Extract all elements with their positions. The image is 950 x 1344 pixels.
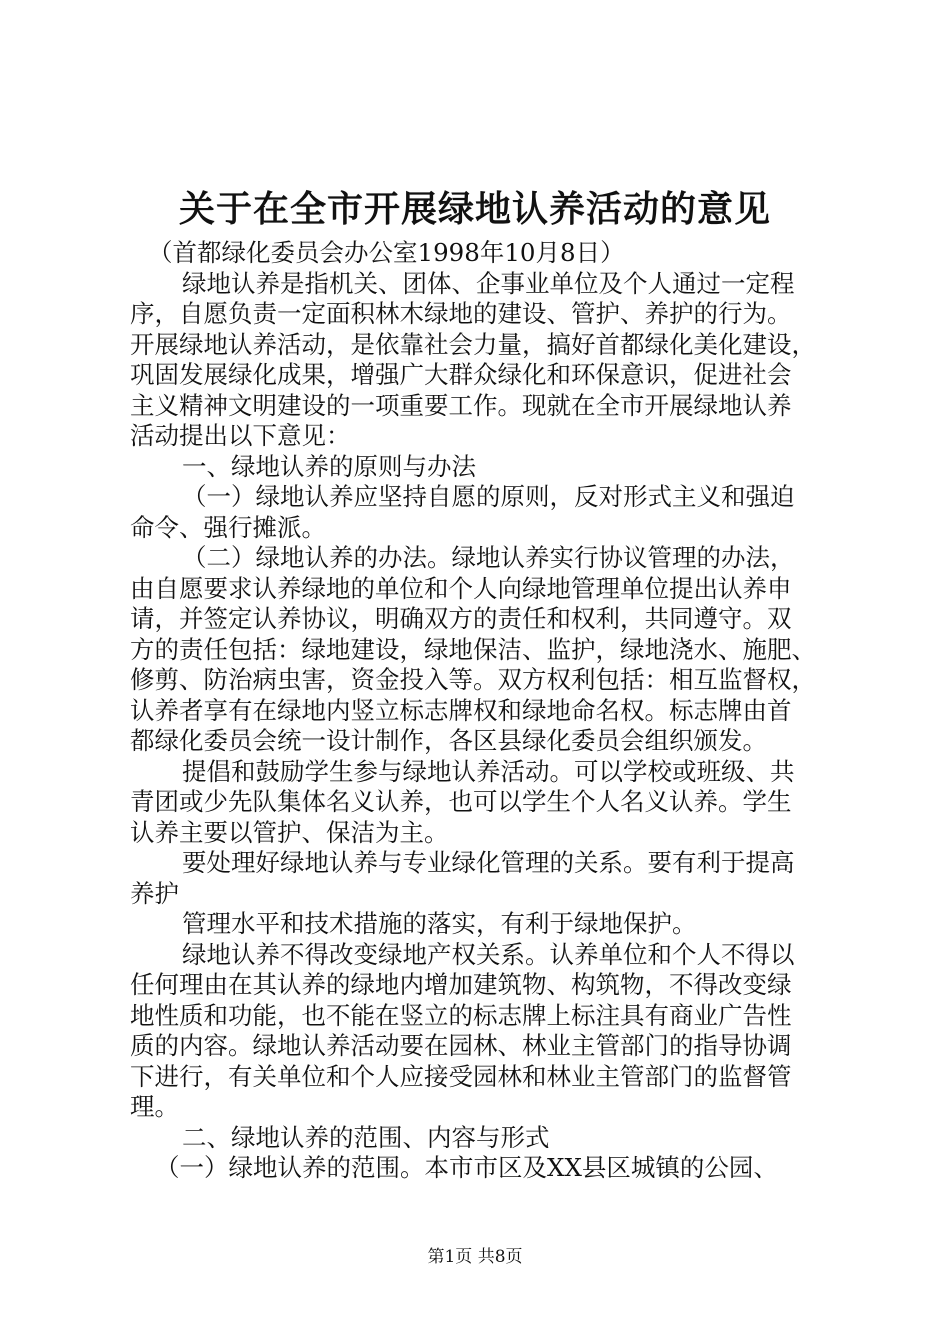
paragraph-line: 主义精神文明建设的一项重要工作。现就在全市开展绿地认养	[130, 391, 792, 420]
paragraph-line: （一）绿地认养的范围。本市市区及XX县区城镇的公园、	[155, 1153, 778, 1182]
paragraph-line: （一）绿地认养应坚持自愿的原则，反对形式主义和强迫	[182, 482, 795, 511]
paragraph-line: 修剪、防治病虫害，资金投入等。双方权利包括：相互监督权，	[130, 665, 816, 694]
paragraph-line: 任何理由在其认养的绿地内增加建筑物、构筑物，不得改变绿	[130, 970, 792, 999]
document-source-line: （首都绿化委员会办公室1998年10月8日）	[148, 238, 625, 267]
paragraph-line: 请，并签定认养协议，明确双方的责任和权利，共同遵守。双	[130, 604, 792, 633]
paragraph-line: 管理水平和技术措施的落实，有利于绿地保护。	[182, 909, 697, 938]
paragraph-line: 养护	[130, 879, 179, 908]
paragraph-line: 都绿化委员会统一设计制作，各区县绿化委员会组织颁发。	[130, 726, 767, 755]
paragraph-line: 绿地认养是指机关、团体、企事业单位及个人通过一定程	[182, 269, 795, 298]
document-title: 关于在全市开展绿地认养活动的意见	[178, 188, 771, 230]
section-heading: 一、绿地认养的原则与办法	[182, 452, 476, 481]
paragraph-line: 提倡和鼓励学生参与绿地认养活动。可以学校或班级、共	[182, 757, 795, 786]
paragraph-line: 绿地认养不得改变绿地产权关系。认养单位和个人不得以	[182, 940, 795, 969]
page-number-footer: 第1页 共8页	[427, 1247, 523, 1267]
paragraph-line: 认养主要以管护、保洁为主。	[130, 818, 449, 847]
paragraph-line: 认养者享有在绿地内竖立标志牌权和绿地命名权。标志牌由首	[130, 696, 792, 725]
paragraph-line: 要处理好绿地认养与专业绿化管理的关系。要有利于提高	[182, 848, 795, 877]
paragraph-line: 质的内容。绿地认养活动要在园林、林业主管部门的指导协调	[130, 1031, 792, 1060]
paragraph-line: 序，自愿负责一定面积林木绿地的建设、管护、养护的行为。	[130, 299, 792, 328]
paragraph-line: 巩固发展绿化成果，增强广大群众绿化和环保意识，促进社会	[130, 360, 792, 389]
paragraph-line: 地性质和功能，也不能在竖立的标志牌上标注具有商业广告性	[130, 1001, 792, 1030]
paragraph-line: 活动提出以下意见：	[130, 421, 351, 450]
paragraph-line: 青团或少先队集体名义认养，也可以学生个人名义认养。学生	[130, 787, 792, 816]
paragraph-line: （二）绿地认养的办法。绿地认养实行协议管理的办法，	[182, 543, 795, 572]
section-heading: 二、绿地认养的范围、内容与形式	[182, 1123, 550, 1152]
paragraph-line: 理。	[130, 1092, 179, 1121]
paragraph-line: 开展绿地认养活动，是依靠社会力量，搞好首都绿化美化建设，	[130, 330, 816, 359]
paragraph-line: 由自愿要求认养绿地的单位和个人向绿地管理单位提出认养申	[130, 574, 792, 603]
paragraph-line: 命令、强行摊派。	[130, 513, 326, 542]
paragraph-line: 下进行，有关单位和个人应接受园林和林业主管部门的监督管	[130, 1062, 792, 1091]
paragraph-line: 方的责任包括：绿地建设，绿地保洁、监护，绿地浇水、施肥、	[130, 635, 816, 664]
